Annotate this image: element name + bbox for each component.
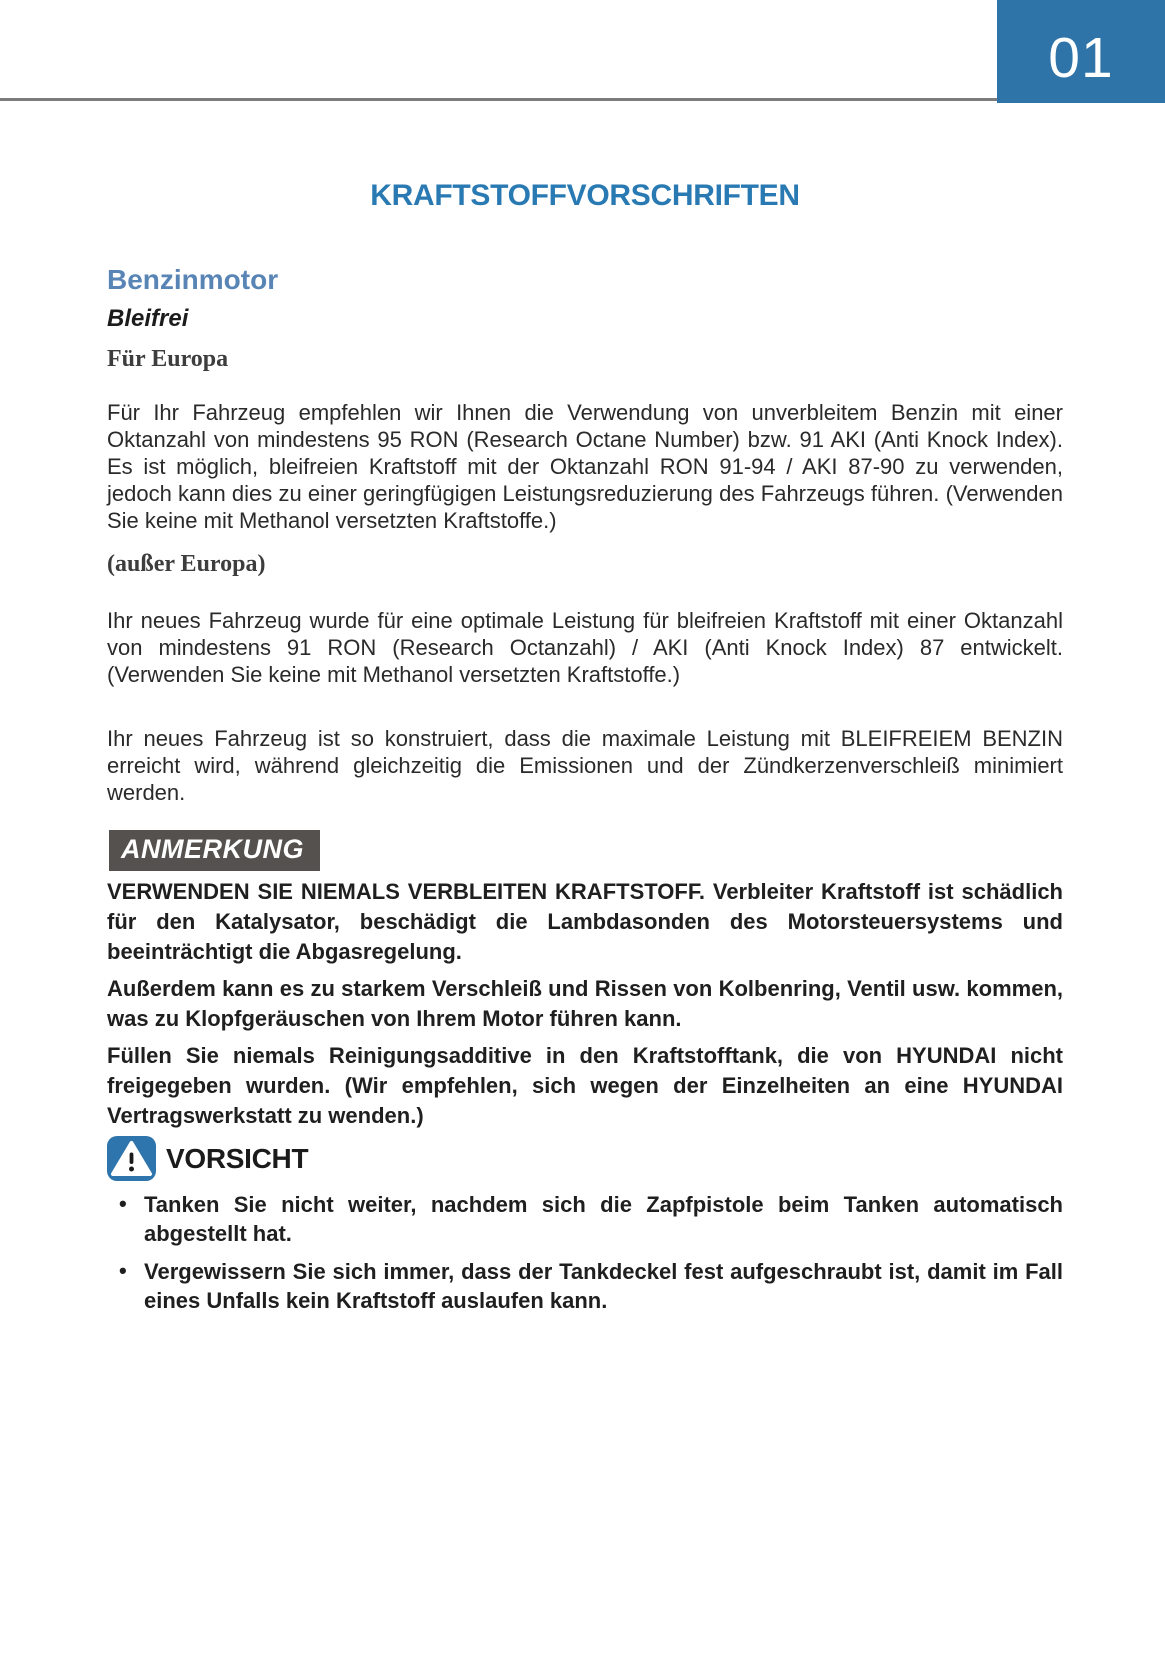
heading-unleaded: Bleifrei bbox=[107, 305, 189, 332]
note-paragraph: VERWENDEN SIE NIEMALS VERBLEITEN KRAFTSTOFF. Verbleiter Kraftstoff ist schädlich für den Katalysator, beschädigt die Lambdasonden des Motorsteuersystems und beeinträchtigt die Abgasregelung. bbox=[107, 879, 1063, 964]
heading-for-europe: Für Europa bbox=[107, 346, 229, 372]
note-label-badge: ANMERKUNG bbox=[109, 830, 320, 871]
page-title: KRAFTSTOFFVORSCHRIFTEN bbox=[370, 179, 800, 212]
heading-outside-europe: (außer Europa) bbox=[107, 551, 266, 577]
caution-bullet: • Tanken Sie nicht weiter, nachdem sich die Zapfpistole beim Tanken automatisch abgestellt hat. bbox=[107, 1190, 1063, 1248]
note-block bbox=[107, 877, 1063, 1138]
chapter-tab bbox=[997, 0, 1165, 103]
note-paragraph: Füllen Sie niemals Reinigungsadditive in den Kraftstofftank, die von HYUNDAI nicht freigegeben wurden. (Wir empfehlen, sich wegen der Einzelheiten an eine HYUNDAI Vertragswerkstatt zu wenden.) bbox=[107, 1043, 1063, 1128]
paragraph-general: Ihr neues Fahrzeug ist so konstruiert, dass die maximale Leistung mit BLEIFREIEM BENZIN erreicht wird, während gleichzeitig die Emissionen und der Zündkerzenverschleiß minimiert werden. bbox=[107, 726, 1063, 805]
heading-engine: Benzinmotor bbox=[107, 264, 279, 295]
warning-triangle-icon bbox=[107, 1136, 156, 1181]
caution-list bbox=[107, 1190, 1063, 1324]
caution-title: VORSICHT bbox=[166, 1142, 309, 1174]
paragraph-europe: Für Ihr Fahrzeug empfehlen wir Ihnen die Verwendung von unverbleitem Benzin mit einer Oktanzahl von mindestens 95 RON (Research Octane Number) bzw. 91 AKI (Anti Knock Index). Es ist möglich, bleifreien Kraftstoff mit der Oktanzahl RON 91-94 / AKI 87-90 zu verwenden, jedoch kann dies zu einer geringfügigen Leistungsreduzierung des Fahrzeugs führen. (Verwenden Sie keine mit Methanol versetzten Kraftstoffe.) bbox=[107, 400, 1063, 533]
paragraph-outside-europe: Ihr neues Fahrzeug wurde für eine optimale Leistung für bleifreien Kraftstoff mit einer Oktanzahl von mindestens 91 RON (Research Octanzahl) / AKI (Anti Knock Index) 87 entwickelt. (Verwenden Sie keine mit Methanol versetzten Kraftstoffe.) bbox=[107, 608, 1063, 687]
caution-header bbox=[107, 1136, 308, 1181]
header-divider bbox=[0, 98, 997, 101]
note-paragraph: Außerdem kann es zu starkem Verschleiß und Rissen von Kolbenring, Ventil usw. kommen, was zu Klopfgeräuschen von Ihrem Motor führen kann. bbox=[107, 976, 1063, 1031]
caution-bullet: • Vergewissern Sie sich immer, dass der Tankdeckel fest aufgeschraubt ist, damit im Fall eines Unfalls kein Kraftstoff auslaufen kann. bbox=[107, 1257, 1063, 1315]
chapter-number: 01 bbox=[1048, 26, 1114, 90]
